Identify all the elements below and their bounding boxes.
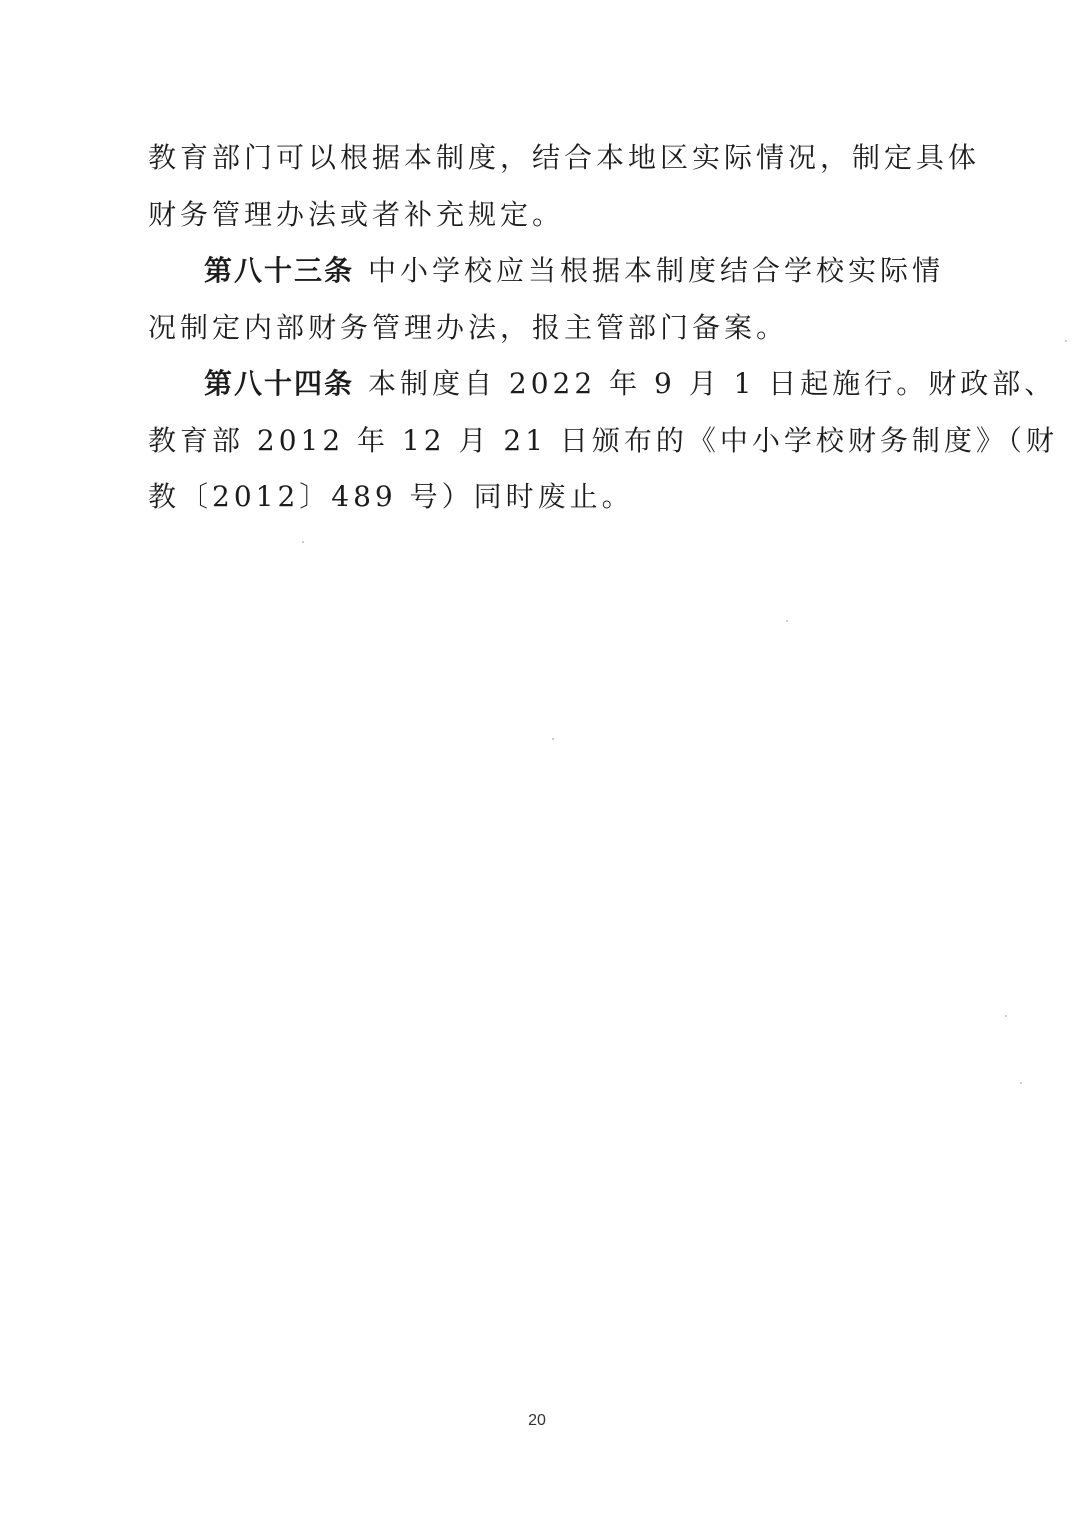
scan-speck — [552, 738, 554, 740]
article-83-line-1 — [148, 243, 945, 300]
article-83-text: 中小学校应当根据本制度结合学校实际情 — [368, 254, 945, 287]
article-84-line-1 — [148, 356, 1057, 413]
scan-speck — [1005, 1015, 1007, 1017]
article-83-number: 第八十三条 — [204, 254, 355, 287]
scan-speck — [786, 620, 788, 622]
paragraph-1-line-2: 财务管理办法或者补充规定。 — [148, 197, 565, 231]
scan-speck — [1020, 1082, 1022, 1084]
article-84-line-2: 教育部 2012 年 12 月 21 日颁布的《中小学校财务制度》（财 — [148, 423, 1058, 457]
article-84-text: 本制度自 2022 年 9 月 1 日起施行。财政部、 — [368, 367, 1057, 400]
page-number: 20 — [528, 1412, 546, 1429]
scan-speck — [302, 541, 304, 543]
article-84-line-3: 教〔2012〕489 号）同时废止。 — [148, 480, 634, 513]
scan-speck — [1065, 340, 1067, 342]
document-body — [148, 130, 1058, 526]
article-84-number: 第八十四条 — [204, 367, 355, 400]
article-83-line-2: 况制定内部财务管理办法，报主管部门备案。 — [148, 310, 789, 344]
paragraph-1-line-1: 教育部门可以根据本制度，结合本地区实际情况，制定具体 — [148, 141, 981, 174]
